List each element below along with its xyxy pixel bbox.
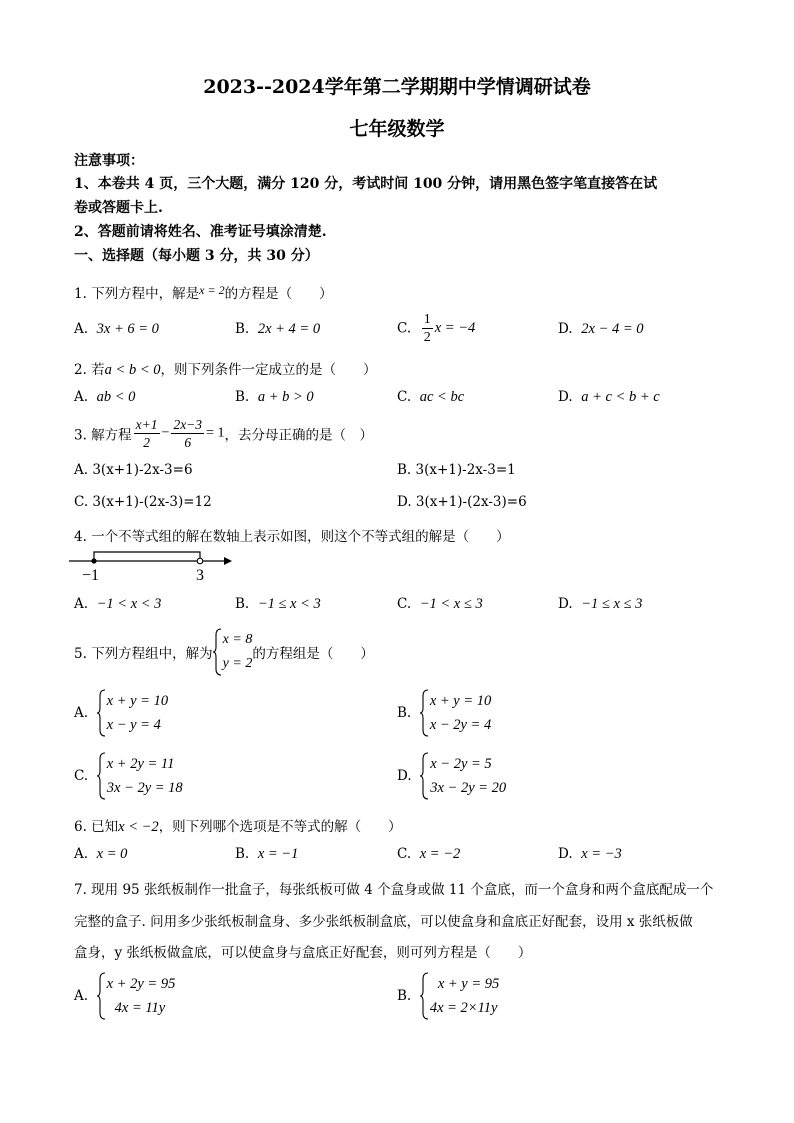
option-label: A. [74, 846, 89, 862]
option-text: a + c < b + c [581, 389, 660, 405]
fraction-denominator: 6 [184, 435, 192, 450]
question-3-option-b[interactable]: B. 3(x+1)-2x-3=1 [397, 462, 516, 478]
question-6-option-c[interactable] [397, 846, 460, 863]
option-label: D. [558, 321, 573, 337]
system-line-2: x − 2y = 4 [429, 717, 492, 733]
question-1-stem-post: 的方程是（ ） [224, 286, 333, 302]
system-line-2: 4x = 11y [114, 1000, 166, 1016]
fraction-denominator: 2 [143, 435, 150, 450]
question-1-option-a[interactable] [74, 321, 159, 338]
option-label: B. [235, 846, 250, 862]
fraction-1 [134, 416, 160, 451]
question-3-stem-post: ，去分母正确的是（ ） [224, 427, 373, 444]
system-line-2: x − y = 4 [106, 717, 161, 733]
question-6-stem-equation: x < −2 [118, 819, 159, 835]
section-1-heading: 一、选择题（每小题 3 分，共 30 分） [74, 248, 319, 264]
question-5-stem [74, 628, 374, 676]
brace-icon [420, 752, 429, 800]
question-4-option-b[interactable] [235, 596, 321, 613]
system-line-1: x + y = 95 [437, 976, 500, 992]
question-2-option-a[interactable] [74, 389, 135, 406]
option-label: D. [397, 768, 412, 784]
system-line-1: x + 2y = 95 [106, 976, 176, 992]
option-text: a + b > 0 [257, 389, 314, 405]
option-text: ab < 0 [96, 389, 136, 405]
notes-heading: 注意事项： [74, 153, 144, 169]
equation-system [97, 689, 168, 737]
question-5-stem-pre: 5. 下列方程组中，解为 [74, 646, 213, 662]
closed-endpoint [91, 558, 96, 563]
option-text: −1 < x < 3 [96, 596, 162, 612]
question-5-option-b[interactable] [397, 689, 491, 737]
question-7-option-b[interactable] [397, 972, 499, 1020]
question-1-stem-equation: x = 2 [199, 283, 225, 297]
question-3-option-a[interactable]: A. 3(x+1)-2x-3=6 [74, 462, 193, 478]
question-1-stem-pre: 1. 下列方程中，解是 [74, 286, 200, 302]
question-6-option-b[interactable] [235, 846, 298, 863]
question-6-stem-post: ，则下列哪个选项是不等式的解（ ） [158, 819, 402, 835]
equation-system [97, 752, 183, 800]
exam-subtitle: 七年级数学 [349, 118, 445, 140]
question-2-option-b[interactable] [235, 389, 314, 406]
option-label: B. [397, 988, 412, 1004]
question-2-stem-pre: 2. 若 [74, 362, 105, 378]
system-line-2: 3x − 2y = 20 [430, 780, 507, 796]
axis-label-left: −1 [82, 567, 100, 583]
question-5-stem-post: 的方程组是（ ） [252, 646, 374, 662]
question-2-stem-equation: a < b < 0 [104, 362, 161, 378]
option-text: 3x + 6 = 0 [96, 321, 159, 337]
question-2-option-c[interactable] [397, 389, 464, 406]
fraction-numerator: 2x−3 [173, 417, 203, 432]
fraction-numerator: 1 [423, 312, 431, 327]
question-5-option-c[interactable] [74, 752, 183, 800]
number-line-figure [66, 547, 236, 583]
brace-icon [97, 972, 106, 1020]
equation-rest: = 1 [206, 425, 225, 441]
fraction [422, 311, 433, 346]
notes-item-2: 2、答题前请将姓名、准考证号填涂清楚. [74, 224, 327, 240]
option-label: D. [558, 596, 573, 612]
option-label: C. [397, 596, 412, 612]
option-text: −1 ≤ x < 3 [257, 596, 321, 612]
option-label: A. [74, 988, 89, 1004]
question-7-stem-line-2: 完整的盒子. 问用多少张纸板制盒身、多少张纸板制盒底，可以使盒身和盒底正好配套，设用 x 张纸板做 [74, 914, 693, 930]
brace-icon [420, 972, 429, 1020]
equation-system [97, 972, 176, 1020]
option-text: −1 ≤ x ≤ 3 [581, 596, 643, 612]
question-1-option-b[interactable] [235, 321, 320, 338]
question-7-option-a[interactable] [74, 972, 175, 1020]
notes-item-1-line-2: 卷或答题卡上. [74, 200, 163, 216]
question-1-stem [74, 282, 333, 302]
system-line-2: y = 2 [222, 656, 253, 671]
option-text: x = 0 [96, 846, 128, 862]
option-label: A. [74, 389, 89, 405]
question-3-stem [74, 416, 373, 451]
option-label: C. [74, 768, 89, 784]
notes-item-1-line-1: 1、本卷共 4 页，三个大题，满分 120 分，考试时间 100 分钟，请用黑色签字笔直接答在试 [74, 176, 658, 192]
fraction-denominator: 2 [423, 330, 431, 345]
option-label: D. [558, 389, 573, 405]
brace-icon [420, 689, 429, 737]
system-line-2: 3x − 2y = 18 [106, 780, 183, 796]
question-1-option-d[interactable] [558, 321, 644, 338]
question-7-stem-line-3: 盒身，y 张纸板做盒底，可以使盒身与盒底正好配套，则可列方程是（ ） [74, 945, 532, 961]
option-label: B. [235, 389, 250, 405]
question-2-stem [74, 358, 377, 379]
option-text: x = −3 [581, 846, 622, 862]
brace-icon [97, 752, 106, 800]
option-label: C. [397, 846, 412, 862]
equation-system [420, 972, 499, 1020]
option-text: x = −2 [419, 846, 461, 862]
system-line-1: x + y = 10 [429, 693, 492, 709]
brace-icon [97, 689, 106, 737]
question-3-stem-pre: 3. 解方程 [74, 427, 132, 444]
fraction-numerator: x+1 [135, 417, 158, 432]
option-label: D. [558, 846, 573, 862]
axis-label-right: 3 [196, 567, 204, 583]
system-line-1: x − 2y = 5 [430, 756, 492, 772]
question-4-stem: 4. 一个不等式组的解在数轴上表示如图，则这个不等式组的解是（ ） [74, 529, 510, 545]
system-line-1: x = 8 [222, 632, 253, 647]
option-label: B. [235, 596, 250, 612]
question-6-stem [74, 815, 402, 836]
equation-system [420, 689, 491, 737]
option-text: x = −4 [434, 320, 476, 336]
question-7-stem-line-1: 7. 现用 95 张纸板制作一批盒子，每张纸板可做 4 个盒身或做 11 个盒底，而一个盒身和两个盒底配成一个 [74, 882, 714, 898]
solution-system [213, 628, 253, 676]
equation-system [420, 752, 506, 800]
brace-icon [213, 628, 222, 676]
open-endpoint [197, 558, 203, 564]
system-line-2: 4x = 2×11y [429, 1000, 498, 1016]
option-text: ac < bc [419, 389, 465, 405]
option-text: −1 < x ≤ 3 [419, 596, 483, 612]
question-4-option-d[interactable] [558, 596, 642, 613]
option-label: A. [74, 596, 89, 612]
question-6-option-a[interactable] [74, 846, 127, 863]
option-text: 2x + 4 = 0 [257, 321, 321, 337]
question-3-option-d[interactable]: D. 3(x+1)-(2x-3)=6 [397, 494, 527, 510]
option-text: 2x − 4 = 0 [581, 321, 644, 337]
question-6-stem-pre: 6. 已知 [74, 819, 119, 835]
question-6-option-d[interactable] [558, 846, 622, 863]
minus-sign: − [161, 425, 170, 441]
option-label: B. [235, 321, 250, 337]
question-5-option-d[interactable] [397, 752, 506, 800]
option-label: B. [397, 705, 412, 721]
question-2-stem-post: ，则下列条件一定成立的是（ ） [160, 362, 377, 378]
solution-interval-bracket [94, 552, 200, 561]
axis-arrow-icon [224, 557, 232, 565]
system-line-1: x + 2y = 11 [106, 756, 175, 772]
option-label: A. [74, 321, 89, 337]
fraction-2 [171, 416, 204, 451]
question-1-option-c[interactable] [397, 311, 475, 346]
exam-title: 2023--2024学年第二学期期中学情调研试卷 [203, 76, 591, 98]
option-text: x = −1 [257, 846, 299, 862]
question-4-option-a[interactable] [74, 596, 161, 613]
question-2-option-d[interactable] [558, 389, 660, 406]
question-3-option-c[interactable]: C. 3(x+1)-(2x-3)=12 [74, 494, 212, 510]
question-4-option-c[interactable] [397, 596, 483, 613]
system-line-1: x + y = 10 [106, 693, 169, 709]
option-label: C. [397, 389, 412, 405]
option-label: C. [397, 320, 412, 337]
question-5-option-a[interactable] [74, 689, 168, 737]
option-label: A. [74, 705, 89, 721]
